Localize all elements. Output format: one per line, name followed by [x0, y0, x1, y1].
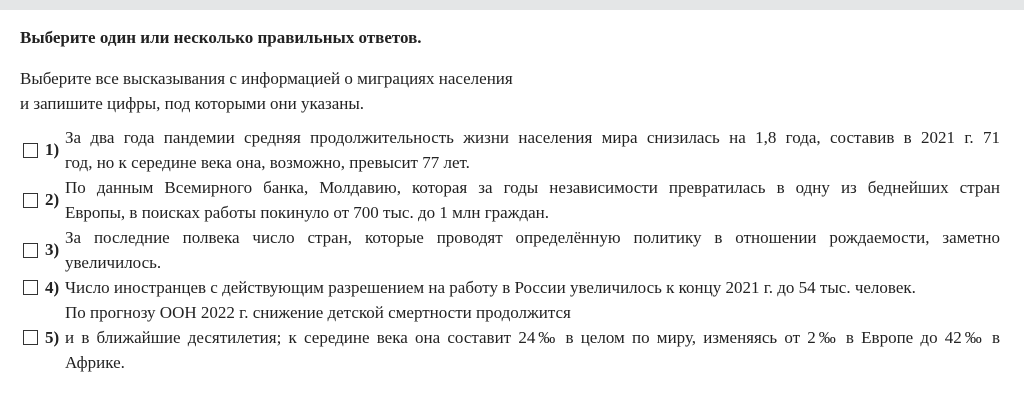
answer-checkbox-4[interactable] [23, 280, 38, 295]
task-instruction: Выберите один или несколько правильных ответов. [20, 28, 422, 47]
answer-text-5-line-3: Африке. [65, 353, 125, 372]
answer-option-5 [20, 300, 1002, 375]
answer-text-2-line-1: По данным Всемирного банка, Молдавию, которая за годы независимости превратилась в одну из беднейших стран [65, 178, 1000, 197]
question-line-1: Выберите все высказывания с информацией о миграциях населения [20, 69, 513, 88]
answer-number-3: 3) [45, 240, 60, 259]
answer-number-2: 2) [45, 190, 60, 209]
answer-checkbox-1[interactable] [23, 143, 38, 158]
answer-text-2-line-2: Европы, в поисках работы покинуло от 700 тыс. до 1 млн граждан. [65, 203, 550, 222]
answer-option-1 [20, 125, 1002, 175]
answer-text-3 [65, 225, 1000, 275]
answer-text-1-line-1: За два года пандемии средняя продолжительность жизни населения мира снизилась на 1,8 года, составив в 2021 г. 71 [65, 128, 1000, 147]
question-line-2: и запишите цифры, под которыми они указаны. [20, 94, 365, 113]
answer-option-2 [20, 175, 1002, 225]
answer-text-5-line-1: По прогнозу ООН 2022 г. снижение детской смертности продолжится [65, 303, 571, 322]
top-bar [0, 0, 1024, 10]
answer-checkbox-2[interactable] [23, 193, 38, 208]
question-text [20, 66, 580, 116]
answer-text-4 [65, 275, 1000, 300]
answer-checkbox-5[interactable] [23, 330, 38, 345]
answer-text-5 [65, 300, 1000, 375]
answer-text-2 [65, 175, 1000, 225]
answer-options [20, 125, 1002, 375]
answer-number-4: 4) [45, 278, 60, 297]
answer-number-1: 1) [45, 140, 60, 159]
answer-text-5-line-2: и в ближайшие десятилетия; к середине века она составит 24‰ в целом по миру, изменяясь от 2‰ в Европе до 42‰ в [65, 328, 1000, 347]
answer-text-1 [65, 125, 1000, 175]
answer-text-3-line-1: За последние полвека число стран, которые проводят определённую политику в отношении рождаемости, заметно [65, 228, 1000, 247]
answer-text-4-line-1: Число иностранцев с действующим разрешением на работу в России увеличилось к концу 2021 г. до 54 тыс. человек. [65, 278, 916, 297]
answer-checkbox-3[interactable] [23, 243, 38, 258]
answer-number-5: 5) [45, 328, 60, 347]
answer-option-4 [20, 275, 1002, 300]
answer-text-1-line-2: год, но к середине века она, возможно, превысит 77 лет. [65, 153, 470, 172]
answer-option-3 [20, 225, 1002, 275]
answer-text-3-line-2: увеличилось. [65, 253, 162, 272]
